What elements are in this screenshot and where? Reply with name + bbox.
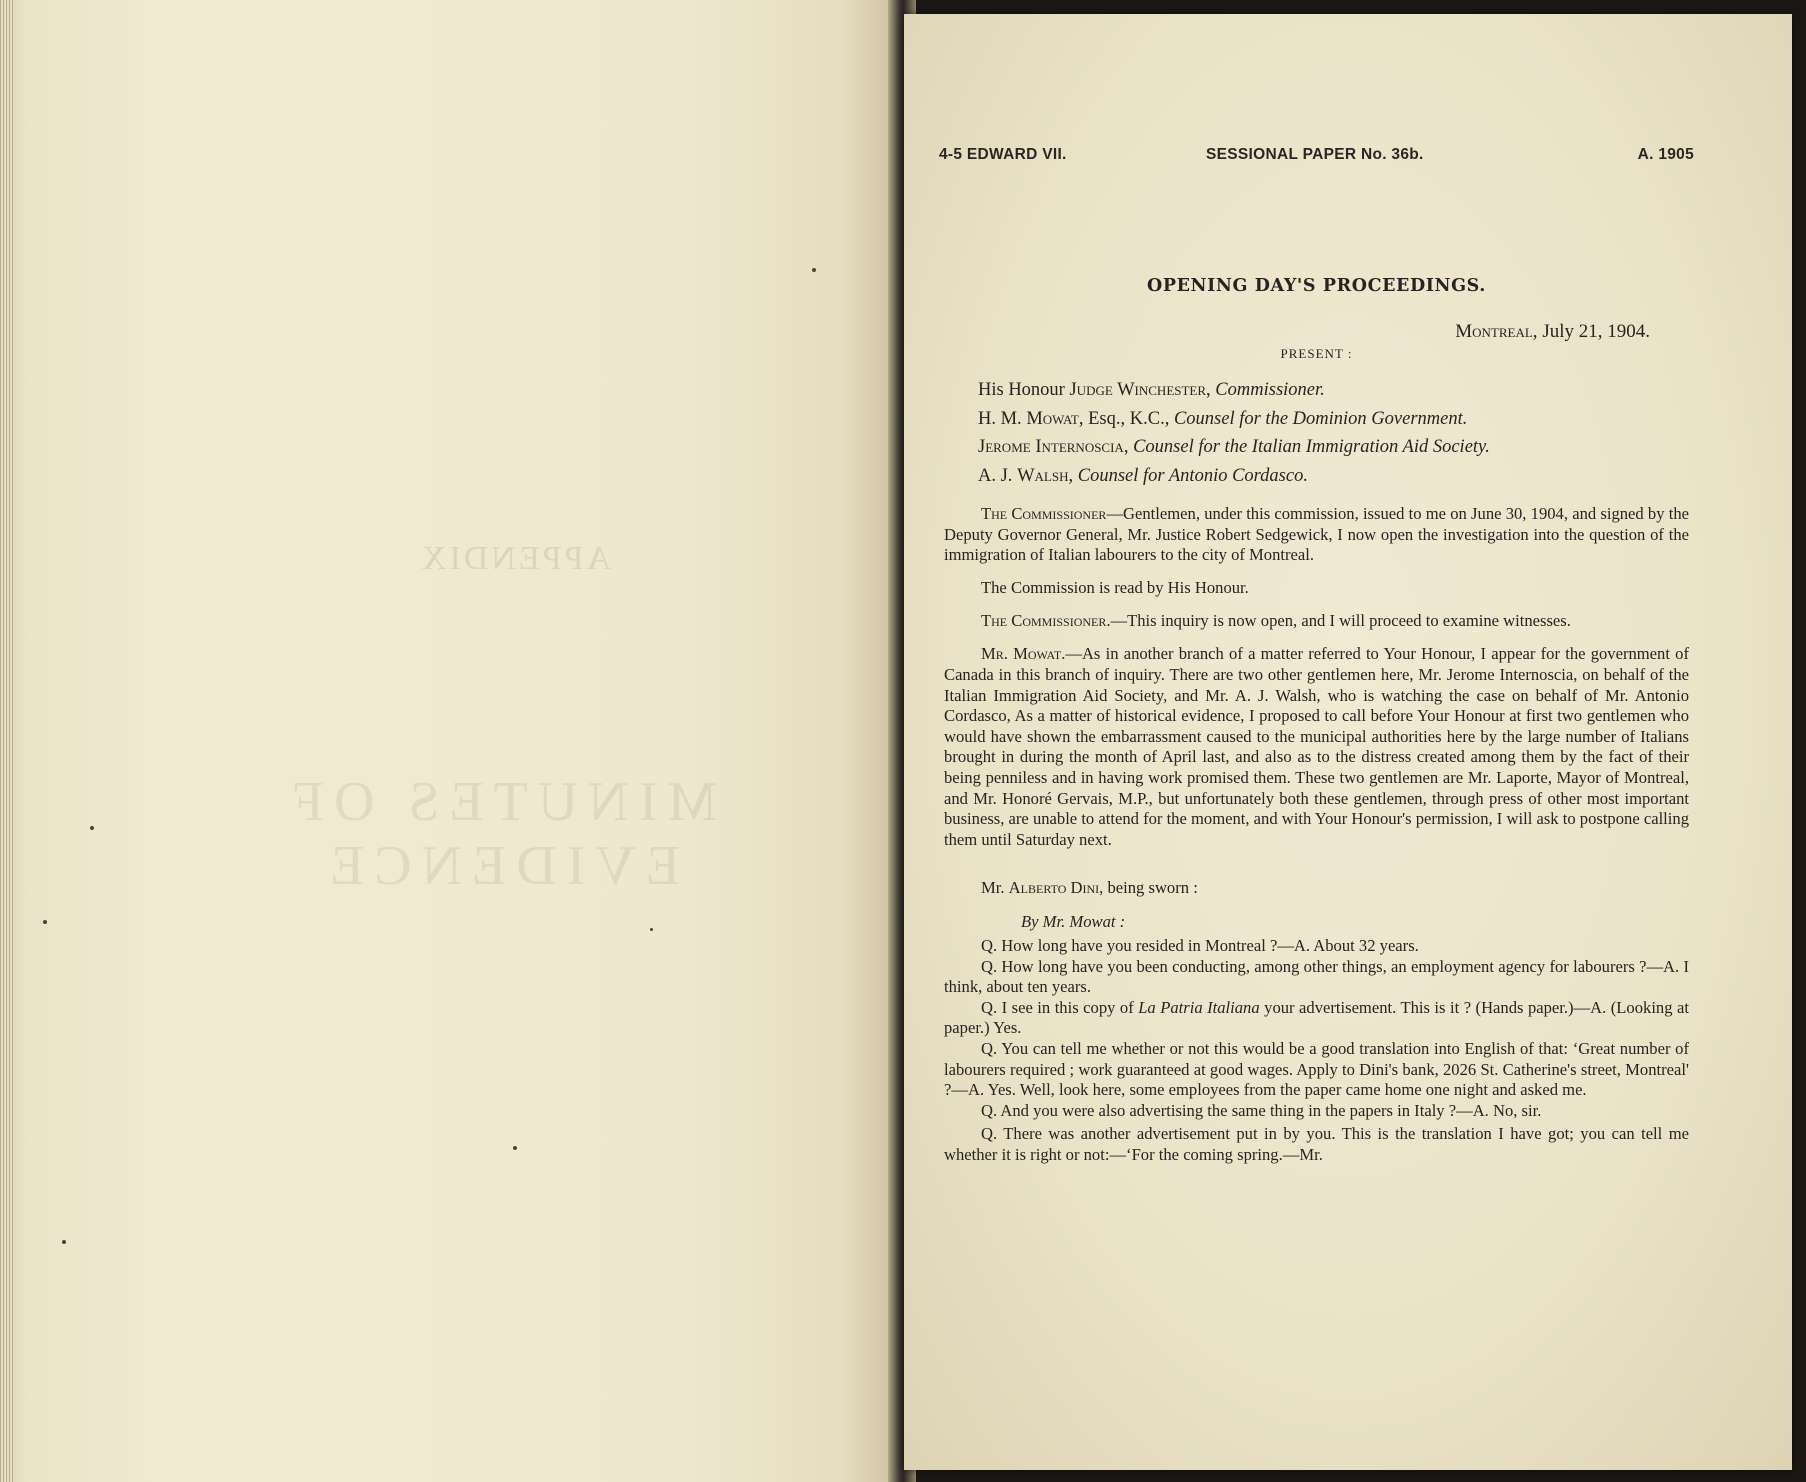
dateline-date: July 21, 1904. <box>1537 321 1650 342</box>
speck <box>62 1240 66 1244</box>
dateline <box>1455 321 1650 343</box>
header-volume: 4-5 EDWARD VII. <box>939 146 1067 163</box>
qa-item: Q. You can tell me whether or not this would be a good translation into English of that: ‘Great number of labourers required ; work guaranteed at good wages. Apply to Dini's bank, 2026 St. Catherine's street, Montreal' ?—A. Yes. Well, look here, some employees from the paper came home one night and asked me. <box>944 1039 1689 1100</box>
speck <box>650 928 653 931</box>
page-title: OPENING DAY'S PROCEEDINGS. <box>1147 276 1486 296</box>
qa-item: Q. There was another advertisement put in by you. This is the translation I have got; you can tell me whether it is right or not:—‘For the coming spring.—Mr. <box>944 1124 1689 1165</box>
qa-item: Q. How long have you been conducting, among other things, an employment agency for labourers ?—A. I think, about ten years. <box>944 956 1689 997</box>
dateline-place: Montreal, <box>1455 321 1538 342</box>
qa-item: Q. I see in this copy of La Patria Italiana your advertisement. This is it ? (Hands paper.)—A. (Looking at paper.) Yes. <box>944 997 1689 1038</box>
attendee: H. M. Mowat, Esq., K.C., Counsel for the Dominion Government. <box>978 408 1468 429</box>
paragraph: The Commissioner—Gentlemen, under this commission, issued to me on June 30, 1904, and signed by the Deputy Governor General, Mr. Justice Robert Sedgewick, I now open the investigation into the question of the immigration of Italian labourers to the city of Montreal. <box>944 504 1689 565</box>
right-page <box>904 14 1792 1470</box>
witness-sworn-line: Mr. Alberto Dini, being sworn : <box>981 878 1198 898</box>
speck <box>513 1146 517 1150</box>
question-answer-list <box>944 936 1689 1166</box>
paragraph: The Commission is read by His Honour. <box>981 578 1249 598</box>
attendee: Jerome Internoscia, Counsel for the Italian Immigration Aid Society. <box>978 437 1490 457</box>
speck <box>90 826 94 830</box>
examiner-line: By Mr. Mowat : <box>1021 911 1126 931</box>
attendee-list <box>978 376 1698 490</box>
attendee: His Honour Judge Winchester, Commissioner. <box>978 380 1325 400</box>
paragraph: Mr. Mowat.—As in another branch of a matter referred to Your Honour, I appear for the government of Canada in this branch of inquiry. There are two other gentlemen here, Mr. Jerome Internoscia, on behalf of the Italian Immigration Aid Society, and Mr. A. J. Walsh, who is watching the case on behalf of Mr. Antonio Cordasco, As a matter of historical evidence, I proposed to call before Your Honour at first two gentlemen who would have shown the embarrassment caused to the municipal authorities here by the large number of Italians brought in during the month of April last, and also as to the distress created among them by the fact of their being penniless and in having work promised them. These two gentlemen are Mr. Laporte, Mayor of Montreal, and Mr. Honoré Gervais, M.P., but unfortunately both these gentlemen, through press of other most important business, are unable to attend for the moment, and with Your Honour's permission, I will ask to postpone calling them until Saturday next. <box>944 644 1689 849</box>
proceedings-text <box>944 504 1689 1166</box>
qa-item: Q. How long have you resided in Montreal ?—A. About 32 years. <box>981 936 1419 956</box>
bleed-through-title: MINUTES OF EVIDENCE <box>282 771 718 897</box>
qa-item: Q. And you were also advertising the same thing in the papers in Italy ?—A. No, sir. <box>981 1100 1542 1120</box>
attendee: A. J. Walsh, Counsel for Antonio Cordasco. <box>978 465 1308 486</box>
speck <box>43 920 47 924</box>
paragraph: The Commissioner.—This inquiry is now open, and I will proceed to examine witnesses. <box>981 611 1571 631</box>
speck <box>812 268 816 272</box>
running-header <box>939 146 1694 170</box>
bleed-through-appendix: APPENDIX <box>418 540 612 577</box>
header-year: A. 1905 <box>1637 146 1694 163</box>
header-sessional-paper: SESSIONAL PAPER No. 36b. <box>1206 146 1424 163</box>
present-label: PRESENT : <box>1280 346 1353 361</box>
page-edges <box>0 0 14 1482</box>
